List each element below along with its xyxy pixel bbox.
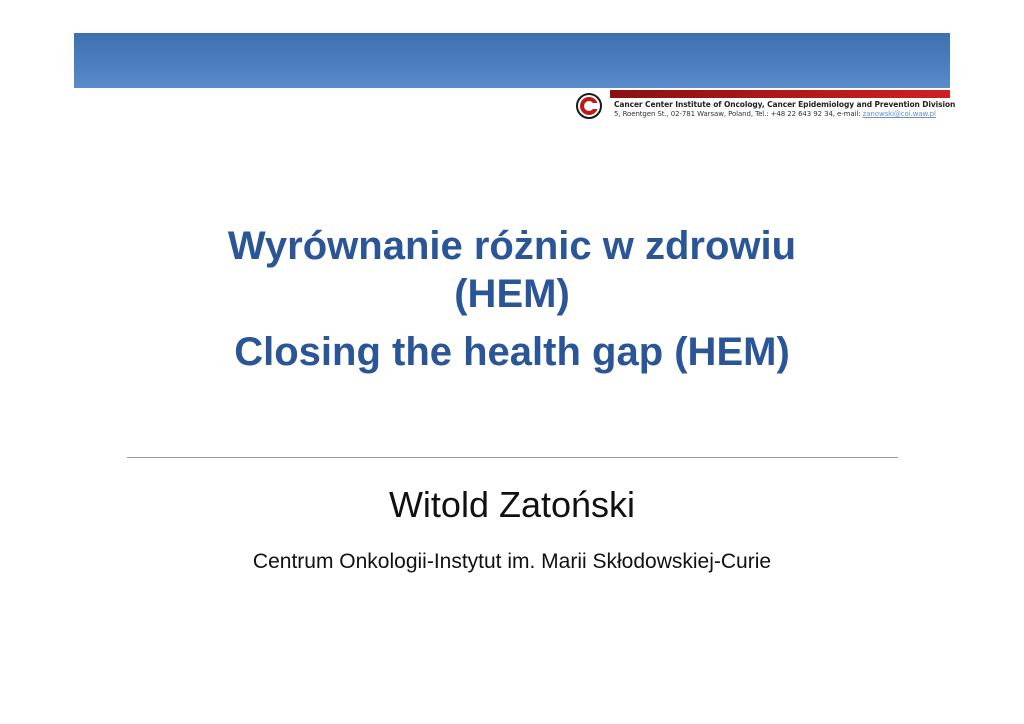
slide-title [0, 222, 1024, 376]
cancer-center-logo-icon [576, 93, 602, 119]
header-accent-bar [610, 90, 950, 98]
institution-name: Cancer Center Institute of Oncology, Cancer Epidemiology and Prevention Division [614, 100, 956, 109]
title-english: Closing the health gap (HEM) [234, 330, 790, 374]
author-affiliation: Centrum Onkologii-Instytut im. Marii Skłodowskiej-Curie [252, 550, 772, 573]
institution-address [614, 110, 936, 118]
title-divider [127, 457, 898, 458]
author-name: Witold Zatoński [388, 484, 636, 525]
title-polish-line2: (HEM) [454, 272, 570, 316]
title-polish-line1: Wyrównanie różnic w zdrowiu [227, 224, 797, 268]
institution-header [570, 90, 956, 122]
address-text: 5, Roentgen St., 02-781 Warsaw, Poland, Tel.: +48 22 643 92 34, e-mail: [614, 110, 863, 118]
email-link[interactable]: zanowski@coi.waw.pl [862, 110, 936, 118]
header-band [74, 33, 950, 88]
